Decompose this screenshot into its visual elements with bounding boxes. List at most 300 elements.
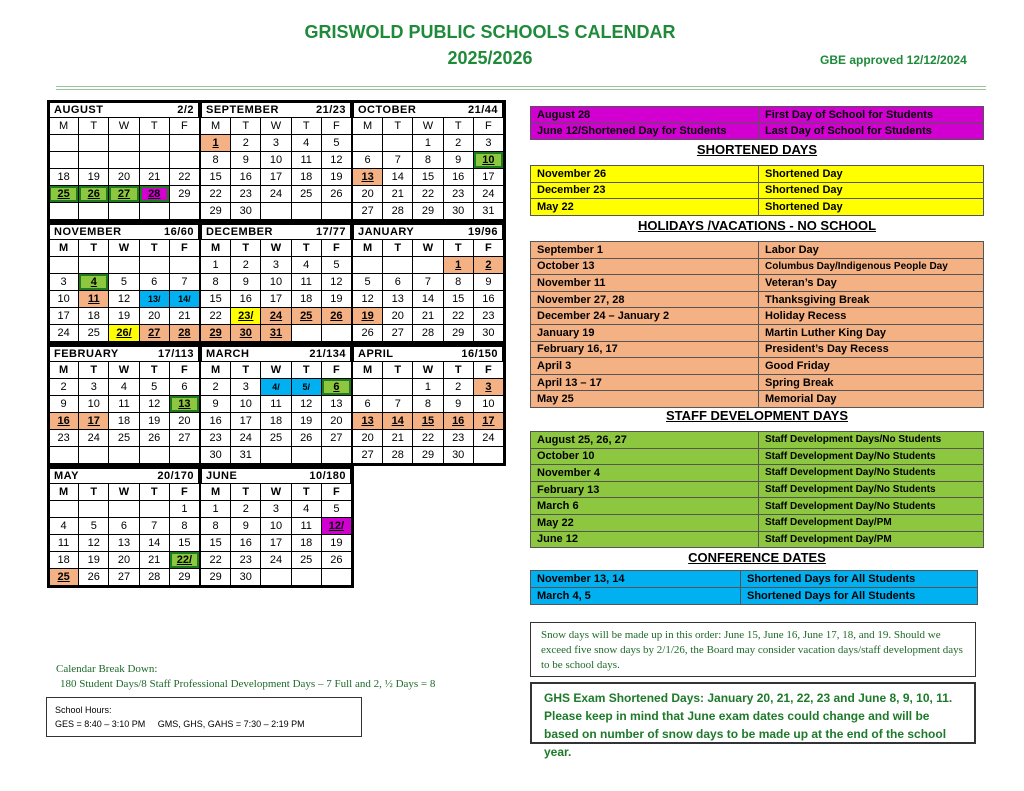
weekday-label: M bbox=[49, 484, 79, 501]
month-december bbox=[200, 223, 352, 342]
month-name: DECEMBER bbox=[206, 226, 273, 238]
calendar-day: 15 bbox=[413, 413, 443, 430]
month-header bbox=[48, 345, 200, 362]
calendar-day bbox=[170, 257, 200, 274]
calendar-day: 7 bbox=[140, 518, 170, 535]
calendar-day: 21 bbox=[140, 552, 170, 569]
staff-row bbox=[531, 498, 984, 515]
calendar-day: 13 bbox=[109, 535, 139, 552]
calendar-day: 26 bbox=[322, 552, 352, 569]
divider-line bbox=[56, 89, 986, 90]
calendar-day: 1 bbox=[170, 501, 200, 518]
calendar-day: 10 bbox=[261, 274, 291, 291]
month-grid bbox=[48, 484, 200, 586]
calendar-day: 7 bbox=[383, 152, 413, 169]
calendar-day: 18 bbox=[49, 169, 79, 186]
calendar-day: 7 bbox=[383, 396, 413, 413]
calendar-day: 4 bbox=[292, 135, 322, 152]
calendar-day: 10 bbox=[49, 291, 79, 308]
calendar-day: 17 bbox=[79, 413, 109, 430]
calendar-day: 5 bbox=[353, 274, 383, 291]
calendar-day: 12 bbox=[353, 291, 383, 308]
calendar-day: 12 bbox=[109, 291, 139, 308]
event-description: Staff Development Days/No Students bbox=[759, 432, 984, 449]
weekday-label: M bbox=[353, 240, 383, 257]
event-description: Good Friday bbox=[759, 358, 984, 375]
weekday-label: W bbox=[413, 240, 443, 257]
month-day-count: 21/44 bbox=[467, 104, 498, 116]
month-header bbox=[200, 345, 352, 362]
event-date: March 4, 5 bbox=[531, 588, 741, 605]
event-description: Shortened Days for All Students bbox=[741, 588, 978, 605]
calendar-day: 14 bbox=[383, 413, 413, 430]
calendar-day bbox=[322, 325, 352, 342]
weekday-label: F bbox=[170, 362, 200, 379]
weekday-label: T bbox=[383, 118, 413, 135]
weekday-label: T bbox=[79, 240, 109, 257]
calendar-day: 4 bbox=[79, 274, 109, 291]
month-header bbox=[48, 223, 200, 240]
event-date: February 13 bbox=[531, 481, 759, 498]
calendar-day: 29 bbox=[170, 569, 200, 586]
calendar-day: 13 bbox=[322, 396, 352, 413]
calendar-day: 18 bbox=[49, 552, 79, 569]
weekday-label: T bbox=[140, 118, 170, 135]
calendar-day bbox=[49, 203, 79, 220]
school-hours-line: GES = 8:40 – 3:10 PM GMS, GHS, GAHS = 7:30 – 2:19 PM bbox=[55, 719, 305, 729]
calendar-day: 15 bbox=[170, 535, 200, 552]
weekday-label: T bbox=[231, 118, 261, 135]
snow-days-note: Snow days will be made up in this order: June 15, June 16, June 17, 18, and 19. Should we exceed five snow days by 2/1/26, the Board may consider vacation days/staff development days to be school days. bbox=[530, 622, 976, 677]
calendar-day: 9 bbox=[231, 152, 261, 169]
calendar-day: 30 bbox=[231, 325, 261, 342]
calendar-day: 27 bbox=[353, 447, 383, 464]
weekday-label: W bbox=[109, 118, 139, 135]
calendar-day: 9 bbox=[444, 396, 474, 413]
weekday-label: M bbox=[353, 362, 383, 379]
calendar-day: 12 bbox=[140, 396, 170, 413]
event-description: Shortened Day bbox=[759, 166, 984, 183]
calendar-day: 16 bbox=[444, 413, 474, 430]
calendar-day: 17 bbox=[474, 413, 504, 430]
staff-row bbox=[531, 531, 984, 548]
calendar-day bbox=[383, 135, 413, 152]
month-day-count: 21/134 bbox=[309, 348, 346, 360]
calendar-day: 27 bbox=[353, 203, 383, 220]
shortened-row bbox=[531, 182, 984, 199]
month-grid bbox=[200, 240, 352, 342]
event-date: June 12/Shortened Day for Students bbox=[531, 123, 759, 140]
weekday-label: W bbox=[413, 362, 443, 379]
breakdown-title: Calendar Break Down: bbox=[56, 663, 158, 675]
month-day-count: 16/60 bbox=[163, 226, 194, 238]
event-date: April 3 bbox=[531, 358, 759, 375]
calendar-day: 22 bbox=[413, 430, 443, 447]
calendar-day: 12 bbox=[322, 274, 352, 291]
calendar-day: 16 bbox=[49, 413, 79, 430]
calendar-day: 29 bbox=[201, 203, 231, 220]
event-description: Staff Development Day/PM bbox=[759, 514, 984, 531]
month-header bbox=[200, 467, 352, 484]
month-june bbox=[200, 467, 352, 586]
calendar-day: 29 bbox=[170, 186, 200, 203]
breakdown-detail: 180 Student Days/8 Staff Professional Development Days – 7 Full and 2, ½ Days = 8 bbox=[60, 678, 436, 690]
calendar-day: 2 bbox=[201, 379, 231, 396]
weekday-label: W bbox=[261, 484, 291, 501]
calendar-day: 1 bbox=[201, 135, 231, 152]
calendar-day: 19 bbox=[109, 308, 139, 325]
month-grid bbox=[48, 118, 200, 220]
calendar-day: 22 bbox=[444, 308, 474, 325]
calendar-day: 22 bbox=[170, 169, 200, 186]
weekday-label: T bbox=[231, 240, 261, 257]
month-header bbox=[352, 223, 504, 240]
event-description: First Day of School for Students bbox=[759, 107, 984, 124]
calendar-day: 14 bbox=[140, 535, 170, 552]
calendar-day bbox=[322, 447, 352, 464]
calendar-day: 6 bbox=[140, 274, 170, 291]
event-date: November 13, 14 bbox=[531, 571, 741, 588]
calendar-day: 10 bbox=[261, 518, 291, 535]
weekday-label: T bbox=[231, 362, 261, 379]
calendar-day: 29 bbox=[201, 325, 231, 342]
weekday-label: M bbox=[353, 118, 383, 135]
calendar-day: 30 bbox=[474, 325, 504, 342]
weekday-label: F bbox=[474, 240, 504, 257]
month-day-count: 17/77 bbox=[315, 226, 346, 238]
weekday-label: T bbox=[444, 118, 474, 135]
calendar-day: 10 bbox=[79, 396, 109, 413]
weekday-label: F bbox=[322, 484, 352, 501]
calendar-day: 21 bbox=[383, 430, 413, 447]
event-date: December 24 – January 2 bbox=[531, 308, 759, 325]
calendar-day: 19 bbox=[79, 552, 109, 569]
calendar-day: 13 bbox=[170, 396, 200, 413]
month-name: APRIL bbox=[358, 348, 394, 360]
calendar-day: 30 bbox=[201, 447, 231, 464]
calendar-day: 2 bbox=[474, 257, 504, 274]
event-description: Memorial Day bbox=[759, 391, 984, 408]
calendar-day: 30 bbox=[231, 569, 261, 586]
month-grid bbox=[200, 362, 352, 464]
month-grid bbox=[352, 118, 504, 220]
calendar-day: 14/ bbox=[170, 291, 200, 308]
calendar-day: 1 bbox=[444, 257, 474, 274]
event-description: Shortened Day bbox=[759, 182, 984, 199]
holidays-row bbox=[531, 324, 984, 341]
weekday-label: W bbox=[261, 118, 291, 135]
month-header bbox=[48, 101, 200, 118]
calendar-day: 28 bbox=[170, 325, 200, 342]
calendar-day: 20 bbox=[322, 413, 352, 430]
calendar-day: 22/ bbox=[170, 552, 200, 569]
calendar-day: 25 bbox=[292, 186, 322, 203]
calendar-day: 28 bbox=[140, 569, 170, 586]
weekday-label: F bbox=[322, 118, 352, 135]
calendar-day: 2 bbox=[49, 379, 79, 396]
weekday-label: F bbox=[170, 240, 200, 257]
holidays-row bbox=[531, 391, 984, 408]
calendar-day: 21 bbox=[413, 308, 443, 325]
calendar-day: 18 bbox=[292, 535, 322, 552]
calendar-day: 3 bbox=[79, 379, 109, 396]
calendar-day: 27 bbox=[140, 325, 170, 342]
month-february bbox=[48, 345, 200, 464]
calendar-day: 3 bbox=[49, 274, 79, 291]
month-name: SEPTEMBER bbox=[206, 104, 279, 116]
calendar-day: 27 bbox=[170, 430, 200, 447]
calendar-day: 26 bbox=[79, 186, 109, 203]
calendar-day: 8 bbox=[413, 396, 443, 413]
calendar-day: 16 bbox=[474, 291, 504, 308]
calendar-day: 22 bbox=[201, 308, 231, 325]
calendar-day bbox=[79, 501, 109, 518]
shortened-days-table bbox=[530, 165, 984, 216]
page-title: GRISWOLD PUBLIC SCHOOLS CALENDAR bbox=[304, 22, 676, 42]
weekday-label: T bbox=[140, 362, 170, 379]
month-november bbox=[48, 223, 200, 342]
calendar-day: 27 bbox=[109, 569, 139, 586]
event-description: Staff Development Day/No Students bbox=[759, 498, 984, 515]
calendar-day: 20 bbox=[170, 413, 200, 430]
calendar-day bbox=[109, 257, 139, 274]
weekday-label: F bbox=[474, 362, 504, 379]
staff-row bbox=[531, 465, 984, 482]
calendar-day: 29 bbox=[201, 569, 231, 586]
holidays-row bbox=[531, 374, 984, 391]
calendar-day: 28 bbox=[413, 325, 443, 342]
weekday-label: T bbox=[292, 362, 322, 379]
weekday-label: W bbox=[413, 118, 443, 135]
calendar-day: 30 bbox=[231, 203, 261, 220]
calendar-day bbox=[261, 203, 291, 220]
month-name: MAY bbox=[54, 470, 79, 482]
calendar-day: 25 bbox=[49, 186, 79, 203]
calendar-day: 25 bbox=[79, 325, 109, 342]
event-description: Labor Day bbox=[759, 242, 984, 259]
event-date: February 16, 17 bbox=[531, 341, 759, 358]
calendar-day bbox=[49, 135, 79, 152]
calendar-day: 12 bbox=[322, 152, 352, 169]
calendar-day: 4 bbox=[292, 501, 322, 518]
holidays-row bbox=[531, 242, 984, 259]
calendar-day bbox=[292, 569, 322, 586]
staff-development-heading: STAFF DEVELOPMENT DAYS bbox=[665, 408, 849, 423]
event-description: Staff Development Day/No Students bbox=[759, 465, 984, 482]
calendar-day: 26 bbox=[322, 308, 352, 325]
calendar-day: 6 bbox=[170, 379, 200, 396]
calendar-day: 11 bbox=[292, 518, 322, 535]
month-name: NOVEMBER bbox=[54, 226, 122, 238]
calendar-day: 5 bbox=[322, 501, 352, 518]
staff-row bbox=[531, 448, 984, 465]
month-day-count: 20/170 bbox=[157, 470, 194, 482]
calendar-day: 17 bbox=[261, 535, 291, 552]
calendar-day: 13 bbox=[353, 169, 383, 186]
weekday-label: T bbox=[292, 118, 322, 135]
calendar-day bbox=[170, 135, 200, 152]
calendar-day: 17 bbox=[49, 308, 79, 325]
calendar-day: 18 bbox=[79, 308, 109, 325]
calendar-day: 18 bbox=[292, 169, 322, 186]
month-august bbox=[48, 101, 200, 220]
month-name: MARCH bbox=[206, 348, 250, 360]
calendar-day: 26 bbox=[353, 325, 383, 342]
calendar-day: 15 bbox=[201, 535, 231, 552]
calendar-day bbox=[140, 447, 170, 464]
event-date: November 4 bbox=[531, 465, 759, 482]
month-grid bbox=[48, 240, 200, 342]
weekday-label: T bbox=[231, 484, 261, 501]
holidays-table bbox=[530, 241, 984, 408]
calendar-day: 29 bbox=[413, 447, 443, 464]
calendar-day: 25 bbox=[261, 430, 291, 447]
calendar-day: 17 bbox=[261, 291, 291, 308]
calendar-day: 16 bbox=[201, 413, 231, 430]
calendar-day: 27 bbox=[383, 325, 413, 342]
weekday-label: W bbox=[109, 362, 139, 379]
holidays-heading: HOLIDAYS /VACATIONS - NO SCHOOL bbox=[637, 218, 877, 233]
calendar-day: 5 bbox=[140, 379, 170, 396]
weekday-label: F bbox=[170, 484, 200, 501]
calendar-day: 11 bbox=[292, 274, 322, 291]
month-name: OCTOBER bbox=[358, 104, 417, 116]
calendar-day bbox=[79, 447, 109, 464]
month-day-count: 10/180 bbox=[309, 470, 346, 482]
calendar-day: 30 bbox=[444, 447, 474, 464]
weekday-label: M bbox=[49, 240, 79, 257]
calendar-day: 19 bbox=[322, 291, 352, 308]
weekday-label: F bbox=[322, 240, 352, 257]
calendar-day: 15 bbox=[444, 291, 474, 308]
calendar-day: 4 bbox=[49, 518, 79, 535]
month-grid bbox=[352, 240, 504, 342]
calendar-day: 6 bbox=[353, 396, 383, 413]
calendar-day: 2 bbox=[444, 379, 474, 396]
calendar-day: 2 bbox=[231, 135, 261, 152]
calendar-day: 28 bbox=[383, 203, 413, 220]
event-description: Thanksgiving Break bbox=[759, 291, 984, 308]
staff-development-table bbox=[530, 431, 984, 548]
calendar-day: 20 bbox=[353, 186, 383, 203]
calendar-day: 25 bbox=[292, 552, 322, 569]
month-day-count: 2/2 bbox=[177, 104, 194, 116]
month-january bbox=[352, 223, 504, 342]
calendar-day: 11 bbox=[292, 152, 322, 169]
calendar-day: 23 bbox=[231, 552, 261, 569]
school-hours-title: School Hours: bbox=[55, 705, 112, 715]
calendar-day: 24 bbox=[474, 186, 504, 203]
calendar-day bbox=[292, 325, 322, 342]
calendar-day: 5/ bbox=[292, 379, 322, 396]
calendar-day: 9 bbox=[444, 152, 474, 169]
month-september bbox=[200, 101, 352, 220]
calendar-day bbox=[140, 135, 170, 152]
staff-row bbox=[531, 481, 984, 498]
holidays-row bbox=[531, 258, 984, 275]
month-grid bbox=[48, 362, 200, 464]
calendar-day bbox=[383, 379, 413, 396]
calendar-day: 18 bbox=[292, 291, 322, 308]
exam-days-note: GHS Exam Shortened Days: January 20, 21, 22, 23 and June 8, 9, 10, 11. Please keep in mind that June exam dates could change and will be based on number of snow days to be made up at the end of the school year. bbox=[530, 682, 976, 744]
calendar-day: 23 bbox=[444, 186, 474, 203]
calendar-day: 5 bbox=[79, 518, 109, 535]
calendar-day bbox=[474, 447, 504, 464]
calendar-day: 2 bbox=[231, 501, 261, 518]
calendar-day: 19 bbox=[292, 413, 322, 430]
weekday-label: F bbox=[322, 362, 352, 379]
calendar-day: 26 bbox=[79, 569, 109, 586]
weekday-label: T bbox=[79, 118, 109, 135]
calendar-day: 2 bbox=[231, 257, 261, 274]
first-last-day-table bbox=[530, 106, 984, 140]
calendar-day: 6 bbox=[322, 379, 352, 396]
calendar-day: 16 bbox=[231, 169, 261, 186]
weekday-label: W bbox=[261, 362, 291, 379]
calendar-day: 21 bbox=[383, 186, 413, 203]
approval-note: GBE approved 12/12/2024 bbox=[820, 53, 967, 67]
calendar-day: 15 bbox=[201, 291, 231, 308]
weekday-label: T bbox=[292, 240, 322, 257]
school-hours-box bbox=[46, 697, 362, 737]
weekday-label: T bbox=[444, 362, 474, 379]
calendar-day: 24 bbox=[231, 430, 261, 447]
calendar-day: 24 bbox=[261, 552, 291, 569]
calendar-day: 23 bbox=[474, 308, 504, 325]
calendar-day: 23 bbox=[49, 430, 79, 447]
calendar-day: 20 bbox=[353, 430, 383, 447]
school-year: 2025/2026 bbox=[447, 48, 533, 68]
calendar-day bbox=[79, 203, 109, 220]
month-april bbox=[352, 345, 504, 464]
calendar-day: 12 bbox=[79, 535, 109, 552]
calendar-day: 4 bbox=[292, 257, 322, 274]
event-date: May 22 bbox=[531, 199, 759, 216]
event-description: Staff Development Day/No Students bbox=[759, 448, 984, 465]
calendar-day bbox=[140, 152, 170, 169]
calendar-day: 27 bbox=[322, 430, 352, 447]
calendar-day bbox=[322, 203, 352, 220]
calendar-day: 29 bbox=[444, 325, 474, 342]
holidays-row bbox=[531, 341, 984, 358]
calendar-day bbox=[109, 203, 139, 220]
calendar-day: 1 bbox=[413, 379, 443, 396]
weekday-label: T bbox=[383, 362, 413, 379]
calendar-day: 16 bbox=[231, 291, 261, 308]
calendar-day: 24 bbox=[261, 308, 291, 325]
event-date: October 13 bbox=[531, 258, 759, 275]
calendar-day: 12/ bbox=[322, 518, 352, 535]
event-description: Holiday Recess bbox=[759, 308, 984, 325]
conference-heading: CONFERENCE DATES bbox=[688, 550, 826, 565]
calendar-breakdown bbox=[56, 662, 435, 692]
calendar-day bbox=[292, 447, 322, 464]
weekday-label: F bbox=[170, 118, 200, 135]
calendar-day: 19 bbox=[353, 308, 383, 325]
calendar-day: 9 bbox=[231, 274, 261, 291]
event-date: September 1 bbox=[531, 242, 759, 259]
calendar-day: 1 bbox=[413, 135, 443, 152]
event-description: Martin Luther King Day bbox=[759, 324, 984, 341]
calendar-day: 13/ bbox=[140, 291, 170, 308]
calendar-day: 17 bbox=[261, 169, 291, 186]
calendar-day: 22 bbox=[201, 552, 231, 569]
calendar-day: 19 bbox=[322, 169, 352, 186]
calendar-day: 10 bbox=[231, 396, 261, 413]
calendar-day: 8 bbox=[413, 152, 443, 169]
calendar-day bbox=[109, 447, 139, 464]
calendar-day: 24 bbox=[261, 186, 291, 203]
